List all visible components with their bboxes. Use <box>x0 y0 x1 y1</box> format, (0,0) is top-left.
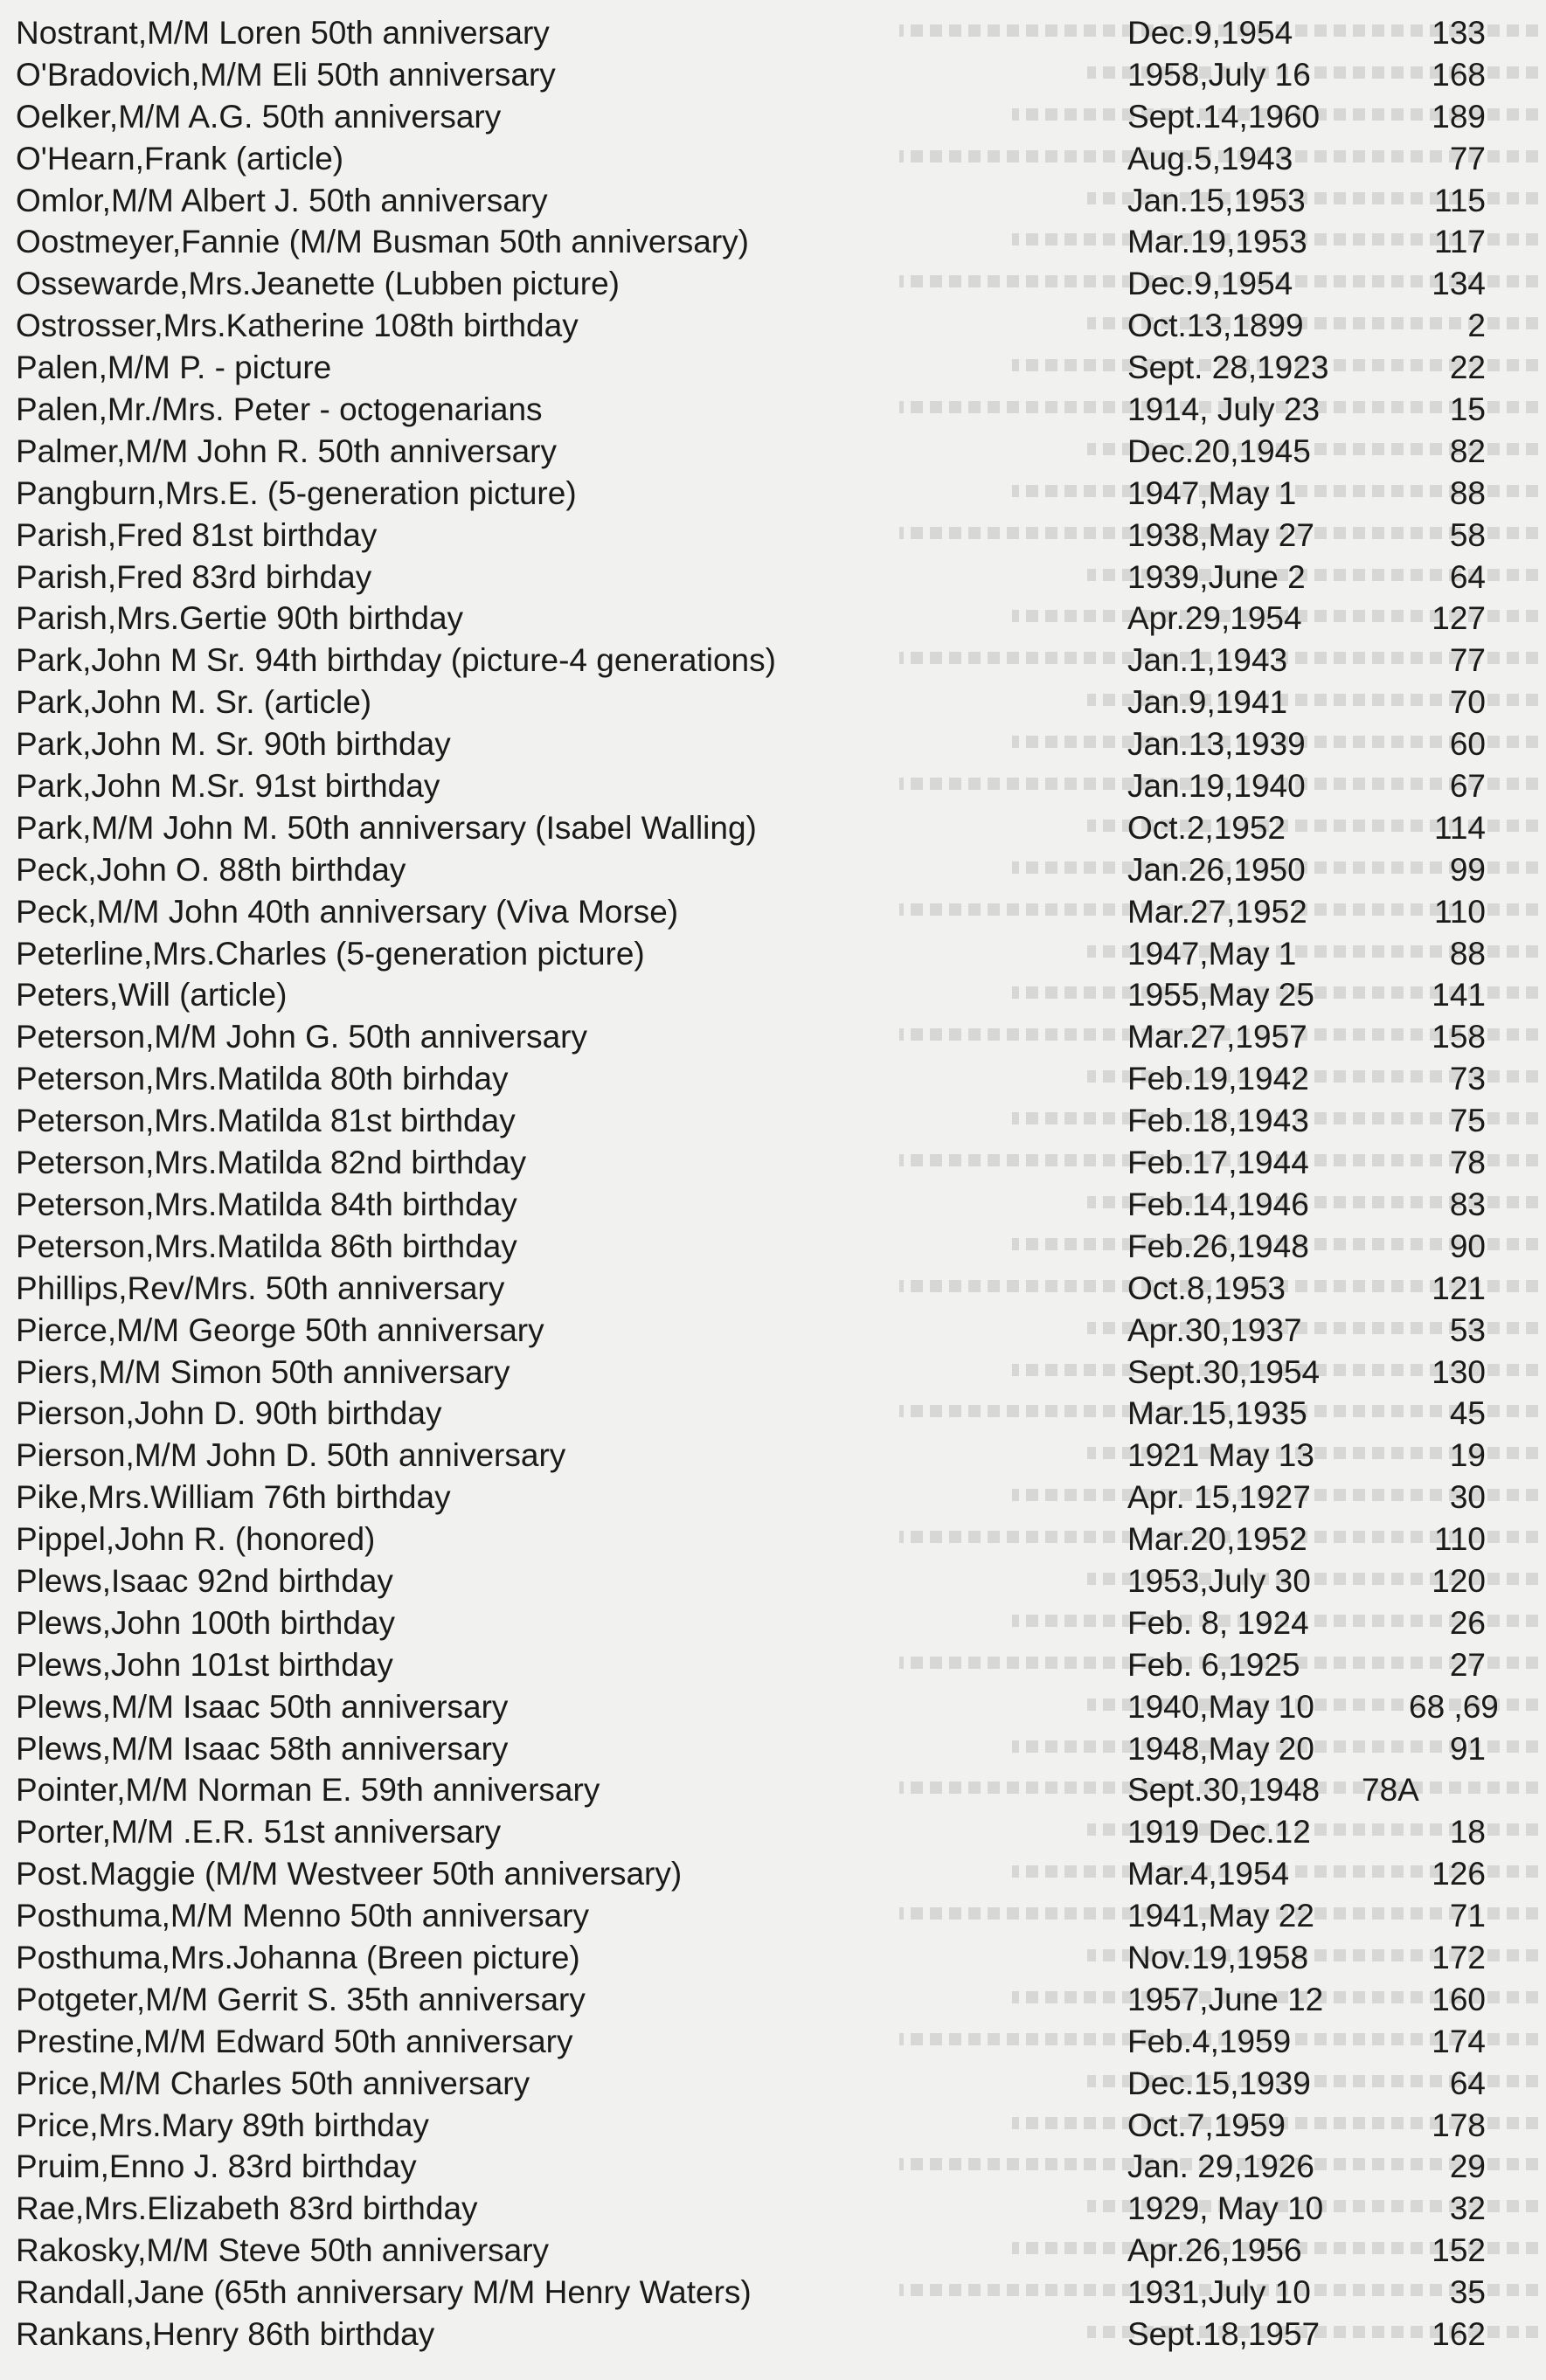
entry-page: 71 <box>1449 1898 1486 1934</box>
entry-date: Dec.9,1954 <box>1127 15 1293 51</box>
entry-page: 88 <box>1449 935 1486 972</box>
entry-date: 1938,May 27 <box>1127 516 1314 553</box>
entry-date: Jan.15,1953 <box>1127 182 1306 218</box>
index-entry-row <box>0 12 1546 54</box>
entry-name: Nostrant,M/M Loren 50th anniversary <box>16 15 550 51</box>
entry-page: 178 <box>1432 2107 1486 2143</box>
entry-page: 141 <box>1432 977 1486 1014</box>
index-entry-row <box>0 1728 1546 1770</box>
index-entry-row <box>0 849 1546 891</box>
index-entry-row <box>0 1435 1546 1477</box>
entry-page: 30 <box>1449 1479 1486 1516</box>
entry-page: 162 <box>1432 2315 1486 2352</box>
entry-page: 158 <box>1432 1019 1486 1055</box>
entry-name: Pruim,Enno J. 83rd birthday <box>16 2148 417 2185</box>
entry-name: Phillips,Rev/Mrs. 50th anniversary <box>16 1270 505 1306</box>
index-entries-list <box>0 12 1546 2356</box>
index-entry-row <box>0 640 1546 681</box>
index-entry-row <box>0 1226 1546 1268</box>
index-entry-row <box>0 389 1546 431</box>
entry-name: Omlor,M/M Albert J. 50th anniversary <box>16 182 548 218</box>
entry-date: Feb.19,1942 <box>1127 1061 1309 1097</box>
index-entry-row <box>0 347 1546 389</box>
entry-page: 115 <box>1434 182 1486 218</box>
entry-date: Mar.20,1952 <box>1127 1521 1307 1558</box>
entry-page: 110 <box>1434 1521 1486 1558</box>
entry-page: 83 <box>1449 1186 1486 1222</box>
entry-page: 29 <box>1449 2148 1486 2185</box>
entry-name: Posthuma,Mrs.Johanna (Breen picture) <box>16 1939 580 1975</box>
entry-date: Jan.26,1950 <box>1127 851 1306 888</box>
entry-name: Parish,Fred 83rd birhday <box>16 558 372 595</box>
entry-name: Peterson,Mrs.Matilda 86th birthday <box>16 1228 517 1264</box>
entry-name: Park,John M. Sr. (article) <box>16 684 372 721</box>
entry-page: 152 <box>1432 2232 1486 2269</box>
entry-name: Pierson,M/M John D. 50th anniversary <box>16 1437 566 1474</box>
entry-name: Peterson,M/M John G. 50th anniversary <box>16 1019 587 1055</box>
index-entry-row <box>0 974 1546 1016</box>
entry-date: Feb.17,1944 <box>1127 1145 1309 1181</box>
index-entry-row <box>0 2314 1546 2356</box>
entry-date: 1947,May 1 <box>1127 935 1297 972</box>
entry-page: 114 <box>1434 809 1486 846</box>
entry-page: 110 <box>1434 893 1486 930</box>
entry-name: Post.Maggie (M/M Westveer 50th anniversary) <box>16 1856 683 1892</box>
entry-date: 1941,May 22 <box>1127 1898 1314 1934</box>
entry-date: Feb.4,1959 <box>1127 2023 1292 2059</box>
index-entry-row <box>0 1393 1546 1435</box>
entry-name: Pippel,John R. (honored) <box>16 1521 376 1558</box>
index-entry-row <box>0 891 1546 933</box>
entry-name: Peterson,Mrs.Matilda 82nd birthday <box>16 1145 527 1181</box>
index-entry-row <box>0 1477 1546 1519</box>
entry-page: 58 <box>1449 516 1486 553</box>
entry-name: Rakosky,M/M Steve 50th anniversary <box>16 2232 550 2269</box>
entry-name: Randall,Jane (65th anniversary M/M Henry Waters) <box>16 2274 752 2311</box>
entry-page: 130 <box>1432 1353 1486 1390</box>
entry-page: 70 <box>1449 684 1486 721</box>
entry-page: 172 <box>1432 1939 1486 1975</box>
entry-date: Jan.13,1939 <box>1127 726 1306 763</box>
entry-date: Mar.27,1957 <box>1127 1019 1307 1055</box>
index-entry-row <box>0 933 1546 975</box>
index-entry-row <box>0 1602 1546 1644</box>
entry-date: 1921 May 13 <box>1127 1437 1314 1474</box>
index-entry-row <box>0 765 1546 807</box>
entry-date: 1931,July 10 <box>1127 2274 1311 2311</box>
entry-date: Mar.19,1953 <box>1127 224 1307 260</box>
entry-page: 2 <box>1467 308 1486 344</box>
entry-date: Sept.18,1957 <box>1127 2315 1321 2352</box>
entry-name: Peters,Will (article) <box>16 977 288 1014</box>
index-entry-row <box>0 2063 1546 2105</box>
entry-page: 117 <box>1434 224 1486 260</box>
entry-name: Parish,Fred 81st birthday <box>16 516 378 553</box>
entry-date: Sept. 28,1923 <box>1127 349 1329 386</box>
entry-page: 134 <box>1432 266 1486 302</box>
entry-date: Feb.26,1948 <box>1127 1228 1309 1264</box>
entry-date: 1958,July 16 <box>1127 56 1311 93</box>
index-entry-row <box>0 2188 1546 2230</box>
entry-page: 77 <box>1449 140 1486 176</box>
entry-date: 1940,May 10 <box>1127 1688 1314 1725</box>
entry-date: 1929, May 10 <box>1127 2190 1324 2227</box>
entry-date: 1914, July 23 <box>1127 391 1321 428</box>
entry-page: 45 <box>1449 1395 1486 1432</box>
entry-date: 1953,July 30 <box>1127 1562 1311 1599</box>
index-entry-row <box>0 1853 1546 1895</box>
index-entry-row <box>0 2105 1546 2147</box>
entry-name: Potgeter,M/M Gerrit S. 35th anniversary <box>16 1981 586 2017</box>
entry-date: Sept.14,1960 <box>1127 98 1321 135</box>
entry-date: Feb. 6,1925 <box>1127 1646 1300 1683</box>
entry-date: Mar.15,1935 <box>1127 1395 1307 1432</box>
entry-name: Peterson,Mrs.Matilda 84th birthday <box>16 1186 517 1222</box>
entry-page: 121 <box>1432 1270 1486 1306</box>
entry-page: 18 <box>1449 1814 1486 1851</box>
index-entry-row <box>0 1895 1546 1937</box>
entry-page: 75 <box>1449 1103 1486 1139</box>
entry-page: 64 <box>1449 2065 1486 2101</box>
index-entry-row <box>0 1644 1546 1686</box>
entry-name: Rae,Mrs.Elizabeth 83rd birthday <box>16 2190 478 2227</box>
entry-date: Mar.4,1954 <box>1127 1856 1290 1892</box>
index-entry-row <box>0 557 1546 598</box>
entry-page: 77 <box>1449 642 1486 679</box>
entry-date: Jan.19,1940 <box>1127 768 1306 805</box>
entry-date: 1957,June 12 <box>1127 1981 1324 2017</box>
entry-page: 19 <box>1449 1437 1486 1474</box>
index-entry-row <box>0 263 1546 305</box>
entry-page: 174 <box>1432 2023 1486 2059</box>
entry-page: 133 <box>1432 15 1486 51</box>
entry-name: Piers,M/M Simon 50th anniversary <box>16 1353 510 1390</box>
entry-date: Apr.30,1937 <box>1127 1311 1302 1348</box>
entry-page: 78A <box>1362 1772 1419 1809</box>
entry-date: Apr.29,1954 <box>1127 600 1302 637</box>
entry-name: Peck,M/M John 40th anniversary (Viva Morse) <box>16 893 679 930</box>
index-entry-row <box>0 1268 1546 1310</box>
entry-name: Pangburn,Mrs.E. (5-generation picture) <box>16 474 577 511</box>
entry-name: Palen,M/M P. - picture <box>16 349 332 386</box>
entry-name: Peterline,Mrs.Charles (5-generation picture) <box>16 935 645 972</box>
entry-date: Oct.8,1953 <box>1127 1270 1286 1306</box>
index-entry-row <box>0 473 1546 515</box>
entry-page: 73 <box>1449 1061 1486 1097</box>
entry-page: 91 <box>1449 1730 1486 1767</box>
index-entry-row <box>0 221 1546 263</box>
entry-date: Dec.20,1945 <box>1127 432 1311 469</box>
entry-date: Oct.7,1959 <box>1127 2107 1286 2143</box>
entry-name: Oostmeyer,Fannie (M/M Busman 50th anniversary) <box>16 224 749 260</box>
entry-name: Pointer,M/M Norman E. 59th anniversary <box>16 1772 600 1809</box>
index-entry-row <box>0 1058 1546 1100</box>
entry-date: Sept.30,1948 <box>1127 1772 1321 1809</box>
entry-name: Pike,Mrs.William 76th birthday <box>16 1479 451 1516</box>
entry-page: 22 <box>1449 349 1486 386</box>
entry-name: Plews,M/M Isaac 50th anniversary <box>16 1688 509 1725</box>
entry-name: O'Hearn,Frank (article) <box>16 140 344 176</box>
entry-name: Peterson,Mrs.Matilda 80th birhday <box>16 1061 509 1097</box>
entry-name: Park,John M.Sr. 91st birthday <box>16 768 440 805</box>
entry-name: Ostrosser,Mrs.Katherine 108th birthday <box>16 308 579 344</box>
entry-date: Feb.14,1946 <box>1127 1186 1309 1222</box>
index-entry-row <box>0 54 1546 96</box>
entry-page: 68 ,69 <box>1409 1688 1499 1725</box>
entry-date: Jan.1,1943 <box>1127 642 1288 679</box>
entry-name: Plews,John 100th birthday <box>16 1604 395 1641</box>
entry-page: 189 <box>1432 98 1486 135</box>
entry-date: Mar.27,1952 <box>1127 893 1307 930</box>
entry-name: Pierson,John D. 90th birthday <box>16 1395 442 1432</box>
entry-name: Parish,Mrs.Gertie 90th birthday <box>16 600 464 637</box>
entry-page: 88 <box>1449 474 1486 511</box>
index-entry-row <box>0 138 1546 180</box>
index-entry-row <box>0 2272 1546 2314</box>
entry-page: 160 <box>1432 1981 1486 2017</box>
entry-name: Porter,M/M .E.R. 51st anniversary <box>16 1814 502 1851</box>
entry-page: 127 <box>1432 600 1486 637</box>
entry-name: Price,M/M Charles 50th anniversary <box>16 2065 530 2101</box>
entry-date: Dec.15,1939 <box>1127 2065 1311 2101</box>
index-entry-row <box>0 1100 1546 1142</box>
index-entry-row <box>0 598 1546 640</box>
entry-name: Park,M/M John M. 50th anniversary (Isabel Walling) <box>16 809 757 846</box>
entry-page: 64 <box>1449 558 1486 595</box>
entry-name: Park,John M. Sr. 90th birthday <box>16 726 451 763</box>
entry-name: Park,John M Sr. 94th birthday (picture-4 generations) <box>16 642 776 679</box>
entry-name: Palen,Mr./Mrs. Peter - octogenarians <box>16 391 543 428</box>
entry-name: Peck,John O. 88th birthday <box>16 851 406 888</box>
index-entry-row <box>0 305 1546 347</box>
entry-date: Oct.2,1952 <box>1127 809 1286 846</box>
entry-page: 32 <box>1449 2190 1486 2227</box>
entry-date: Apr. 15,1927 <box>1127 1479 1311 1516</box>
entry-date: Oct.13,1899 <box>1127 308 1304 344</box>
index-entry-row <box>0 1184 1546 1226</box>
entry-name: O'Bradovich,M/M Eli 50th anniversary <box>16 56 556 93</box>
index-entry-row <box>0 1811 1546 1853</box>
entry-page: 27 <box>1449 1646 1486 1683</box>
index-entry-row <box>0 96 1546 138</box>
index-entry-row <box>0 431 1546 473</box>
entry-date: 1955,May 25 <box>1127 977 1314 1014</box>
entry-name: Plews,John 101st birthday <box>16 1646 393 1683</box>
index-entry-row <box>0 1519 1546 1560</box>
entry-date: Jan.9,1941 <box>1127 684 1288 721</box>
entry-name: Palmer,M/M John R. 50th anniversary <box>16 432 557 469</box>
entry-date: Sept.30,1954 <box>1127 1353 1321 1390</box>
entry-page: 90 <box>1449 1228 1486 1264</box>
entry-date: 1919 Dec.12 <box>1127 1814 1311 1851</box>
entry-date: Jan. 29,1926 <box>1127 2148 1314 2185</box>
entry-date: 1948,May 20 <box>1127 1730 1314 1767</box>
entry-page: 67 <box>1449 768 1486 805</box>
entry-date: 1947,May 1 <box>1127 474 1297 511</box>
entry-date: Feb.18,1943 <box>1127 1103 1309 1139</box>
index-entry-row <box>0 2146 1546 2188</box>
entry-name: Plews,M/M Isaac 58th anniversary <box>16 1730 509 1767</box>
index-entry-row <box>0 1310 1546 1352</box>
index-entry-row <box>0 1686 1546 1728</box>
entry-date: Feb. 8, 1924 <box>1127 1604 1309 1641</box>
entry-name: Pierce,M/M George 50th anniversary <box>16 1311 544 1348</box>
index-entry-row <box>0 681 1546 723</box>
entry-page: 60 <box>1449 726 1486 763</box>
entry-page: 15 <box>1449 391 1486 428</box>
entry-date: Nov.19,1958 <box>1127 1939 1309 1975</box>
entry-page: 99 <box>1449 851 1486 888</box>
entry-page: 78 <box>1449 1145 1486 1181</box>
entry-name: Rankans,Henry 86th birthday <box>16 2315 435 2352</box>
entry-page: 35 <box>1449 2274 1486 2311</box>
entry-date: Dec.9,1954 <box>1127 266 1293 302</box>
index-entry-row <box>0 1769 1546 1811</box>
entry-page: 82 <box>1449 432 1486 469</box>
entry-page: 126 <box>1432 1856 1486 1892</box>
index-entry-row <box>0 2021 1546 2063</box>
index-entry-row <box>0 723 1546 765</box>
index-entry-row <box>0 2230 1546 2272</box>
index-entry-row <box>0 1937 1546 1979</box>
index-entry-row <box>0 1560 1546 1602</box>
index-entry-row <box>0 1142 1546 1184</box>
index-entry-row <box>0 1979 1546 2021</box>
entry-page: 168 <box>1432 56 1486 93</box>
index-entry-row <box>0 1016 1546 1058</box>
entry-page: 120 <box>1432 1562 1486 1599</box>
entry-name: Peterson,Mrs.Matilda 81st birthday <box>16 1103 516 1139</box>
entry-date: Apr.26,1956 <box>1127 2232 1302 2269</box>
entry-name: Prestine,M/M Edward 50th anniversary <box>16 2023 573 2059</box>
entry-page: 53 <box>1449 1311 1486 1348</box>
entry-name: Ossewarde,Mrs.Jeanette (Lubben picture) <box>16 266 620 302</box>
index-entry-row <box>0 807 1546 849</box>
entry-name: Oelker,M/M A.G. 50th anniversary <box>16 98 502 135</box>
entry-date: 1939,June 2 <box>1127 558 1306 595</box>
index-entry-row <box>0 515 1546 557</box>
entry-name: Price,Mrs.Mary 89th birthday <box>16 2107 429 2143</box>
entry-name: Posthuma,M/M Menno 50th anniversary <box>16 1898 590 1934</box>
entry-name: Plews,Isaac 92nd birthday <box>16 1562 393 1599</box>
index-entry-row <box>0 180 1546 222</box>
entry-date: Aug.5,1943 <box>1127 140 1293 176</box>
index-entry-row <box>0 1352 1546 1394</box>
entry-page: 26 <box>1449 1604 1486 1641</box>
